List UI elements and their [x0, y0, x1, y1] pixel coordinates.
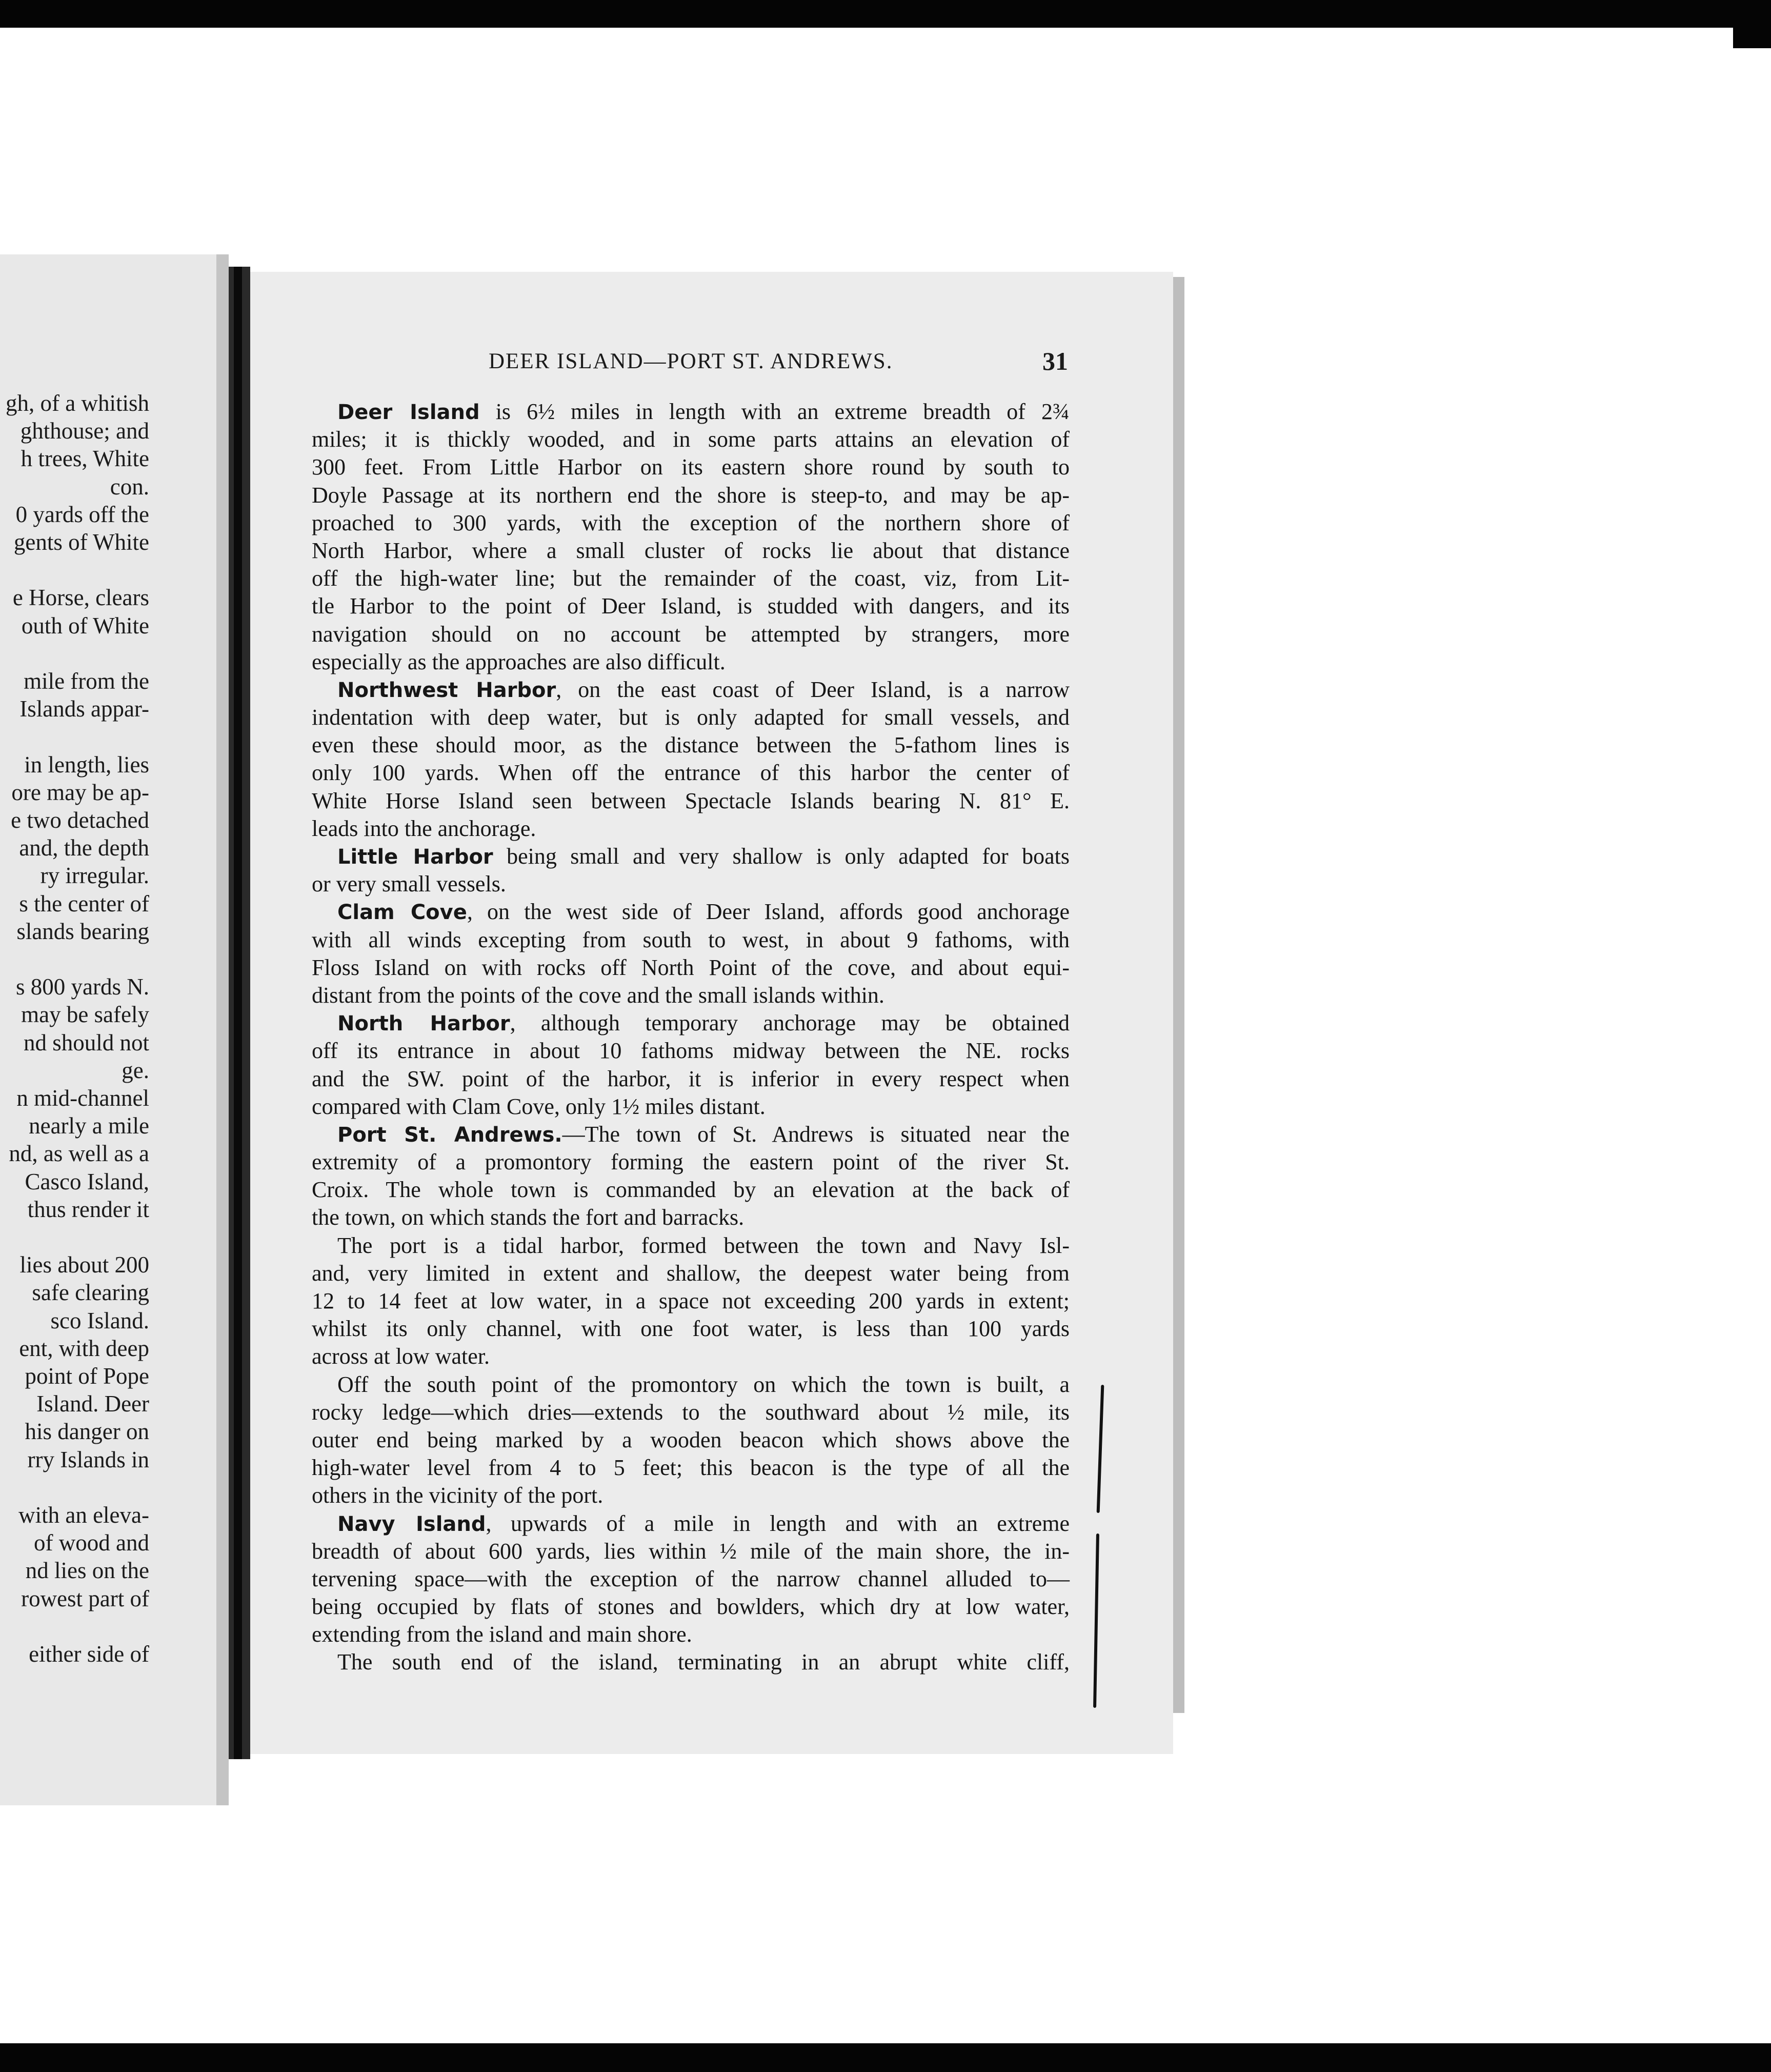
text-line: [312, 982, 1070, 1009]
book-gutter-shadow: [234, 267, 242, 1759]
text-line: [312, 1621, 1070, 1648]
left-page-line: rowest part of: [21, 1585, 149, 1611]
line-text: extending from the island and main shore.: [312, 1622, 692, 1647]
line-text: whilst its only channel, with one foot water, is less than 100 yards: [312, 1316, 1070, 1342]
line-text: Floss Island on with rocks off North Point of the cove, and about equi-: [312, 954, 1070, 980]
line-text: and, very limited in extent and shallow, the deepest water being from: [312, 1260, 1070, 1286]
left-page-line: Casco Island,: [25, 1168, 149, 1194]
scan-border-bottom: [0, 2043, 1771, 2072]
line-text: and the SW. point of the harbor, it is inferior in every respect when: [312, 1066, 1070, 1091]
scan-border-corner: [1733, 28, 1771, 48]
paragraph-heading-line: [312, 1009, 1070, 1037]
left-page-line: either side of: [29, 1641, 149, 1667]
paragraph-heading: Clam Cove: [337, 901, 467, 925]
line-text: —The town of St. Andrews is situated near the: [562, 1121, 1070, 1147]
paragraph-heading: Deer Island: [337, 401, 480, 424]
text-line: [312, 731, 1070, 759]
page-edge: [1173, 277, 1184, 1713]
line-text: 300 feet. From Little Harbor on its eastern shore round by south to: [312, 454, 1070, 480]
text-line: [312, 1426, 1070, 1454]
line-text: , on the east coast of Deer Island, is a narrow: [556, 676, 1070, 702]
line-text: 12 to 14 feet at low water, in a space not exceeding 200 yards in extent;: [312, 1288, 1070, 1313]
line-text: being occupied by flats of stones and bowlders, which dry at low water,: [312, 1594, 1070, 1620]
page-edge-shadow: [216, 254, 229, 1805]
text-line: [312, 426, 1070, 453]
text-line: [312, 1648, 1070, 1676]
left-page-line: h trees, White: [21, 446, 149, 472]
text-line: [312, 1260, 1070, 1287]
line-text: is 6½ miles in length with an extreme breadth of 2¾: [479, 399, 1070, 424]
line-text: leads into the anchorage.: [312, 815, 536, 841]
left-page-line: ent, with deep: [19, 1335, 149, 1361]
line-text: indentation with deep water, but is only adapted for small vessels, and: [312, 705, 1070, 730]
line-text: tle Harbor to the point of Deer Island, is studded with dangers, and its: [312, 593, 1070, 619]
line-text: tervening space—with the exception of the narrow channel alluded to—: [312, 1566, 1070, 1591]
left-page-line: Island. Deer: [36, 1391, 149, 1417]
paragraph-heading: Northwest Harbor: [337, 678, 556, 702]
text-line: [312, 1176, 1070, 1204]
text-line: [312, 621, 1070, 648]
line-text: breadth of about 600 yards, lies within ½ mile of the main shore, the in-: [312, 1538, 1070, 1564]
line-text: outer end being marked by a wooden beacon which shows above the: [312, 1427, 1070, 1452]
line-text: across at low water.: [312, 1344, 490, 1369]
text-line: [312, 815, 1070, 843]
line-text: especially as the approaches are also difficult.: [312, 649, 726, 674]
left-page-line: s the center of: [19, 890, 149, 917]
paragraph-heading-line: [312, 898, 1070, 926]
left-page-line: rry Islands in: [27, 1446, 149, 1472]
line-text: extremity of a promontory forming the eastern point of the river St.: [312, 1149, 1070, 1175]
line-text: Off the south point of the promontory on which the town is built, a: [337, 1371, 1070, 1397]
paragraph-heading: North Harbor: [337, 1012, 510, 1036]
left-page-line: nd, as well as a: [9, 1141, 149, 1167]
left-page-line: ry irregular.: [40, 863, 149, 889]
body-text: [312, 398, 1070, 1677]
line-text: distant from the points of the cove and the small islands within.: [312, 982, 884, 1008]
left-page-line: ghthouse; and: [20, 418, 149, 444]
text-line: [312, 1037, 1070, 1065]
previous-page-fragment: [0, 254, 229, 1805]
line-text: off its entrance in about 10 fathoms midway between the NE. rocks: [312, 1038, 1070, 1064]
line-text: or very small vessels.: [312, 871, 506, 897]
text-line: [312, 1454, 1070, 1482]
left-page-line: e Horse, clears: [12, 585, 149, 611]
line-text: the town, on which stands the fort and barracks.: [312, 1205, 744, 1230]
left-page-line: ore may be ap-: [11, 779, 149, 805]
left-page-line: sco Island.: [50, 1307, 149, 1333]
text-line: [312, 592, 1070, 620]
text-line: [312, 1232, 1070, 1260]
page-number: 31: [1042, 347, 1068, 375]
left-page-line: in length, lies: [24, 751, 149, 778]
left-page-line: gh, of a whitish: [6, 390, 149, 416]
line-text: Croix. The whole town is commanded by an elevation at the back of: [312, 1177, 1070, 1203]
left-page-line: ge.: [122, 1057, 149, 1083]
left-page-line: gents of White: [13, 529, 149, 555]
text-line: [312, 1204, 1070, 1231]
left-page-line: s 800 yards N.: [16, 974, 149, 1000]
text-line: [312, 509, 1070, 537]
line-text: miles; it is thickly wooded, and in some parts attains an elevation of: [312, 427, 1070, 452]
text-line: [312, 1315, 1070, 1343]
paragraph-heading-line: [312, 1510, 1070, 1538]
line-text: North Harbor, where a small cluster of rocks lie about that distance: [312, 537, 1070, 563]
text-line: [312, 1565, 1070, 1593]
left-page-line: outh of White: [21, 612, 149, 639]
line-text: high-water level from 4 to 5 feet; this beacon is the type of all the: [312, 1455, 1070, 1481]
text-line: [312, 1065, 1070, 1093]
text-line: [312, 537, 1070, 565]
left-page-line: thus render it: [27, 1196, 149, 1222]
paragraph-heading-line: [312, 398, 1070, 426]
paragraph-heading-line: [312, 676, 1070, 704]
left-page-line: con.: [110, 473, 149, 500]
line-text: , on the west side of Deer Island, affords good anchorage: [467, 899, 1070, 925]
line-text: The south end of the island, terminating in an abrupt white cliff,: [337, 1649, 1070, 1675]
line-text: off the high-water line; but the remainder of the coast, viz, from Lit-: [312, 566, 1070, 591]
line-text: White Horse Island seen between Spectacle Islands bearing N. 81° E.: [312, 788, 1070, 813]
line-text: being small and very shallow is only adapted for boats: [493, 844, 1070, 869]
left-page-line: nd lies on the: [25, 1558, 149, 1584]
text-line: [312, 1093, 1070, 1121]
text-line: [312, 954, 1070, 982]
line-text: navigation should on no account be attempted by strangers, more: [312, 621, 1070, 647]
text-line: [312, 453, 1070, 481]
line-text: even these should moor, as the distance between the 5-fathom lines is: [312, 732, 1070, 758]
left-page-line: point of Pope: [25, 1363, 149, 1389]
text-line: [312, 870, 1070, 898]
line-text: others in the vicinity of the port.: [312, 1483, 603, 1508]
left-page-line: safe clearing: [32, 1280, 149, 1306]
left-page-line: nd should not: [23, 1029, 149, 1055]
line-text: compared with Clam Cove, only 1½ miles distant.: [312, 1093, 766, 1119]
paragraph-heading: Navy Island: [337, 1512, 486, 1536]
text-line: [312, 482, 1070, 509]
left-page-line: and, the depth: [19, 835, 149, 861]
left-page-line: e two detached: [11, 807, 149, 833]
left-page-line: slands bearing: [16, 918, 149, 944]
line-text: rocky ledge—which dries—extends to the southward about ½ mile, its: [312, 1399, 1070, 1425]
text-line: [312, 926, 1070, 954]
left-page-line: with an eleva-: [18, 1502, 149, 1528]
left-page-line: Islands appar-: [19, 696, 149, 722]
paragraph-heading-line: [312, 1121, 1070, 1148]
left-page-line: may be safely: [21, 1002, 149, 1028]
scan-border-top: [0, 0, 1771, 28]
line-text: with all winds excepting from south to west, in about 9 fathoms, with: [312, 927, 1070, 952]
text-line: [312, 1148, 1070, 1176]
left-page-line: mile from the: [24, 668, 149, 694]
left-page-line: 0 yards off the: [15, 501, 149, 527]
left-page-line: lies about 200: [19, 1252, 149, 1278]
text-line: [312, 648, 1070, 676]
line-text: The port is a tidal harbor, formed between the town and Navy Isl-: [337, 1232, 1070, 1258]
text-line: [312, 787, 1070, 815]
line-text: , upwards of a mile in length and with an extreme: [486, 1510, 1070, 1536]
running-head: DEER ISLAND—PORT ST. ANDREWS.: [489, 349, 893, 373]
left-page-line: his danger on: [25, 1419, 149, 1445]
line-text: only 100 yards. When off the entrance of this harbor the center of: [312, 760, 1070, 786]
text-line: [312, 565, 1070, 592]
text-line: [312, 759, 1070, 787]
paragraph-heading: Little Harbor: [337, 845, 493, 869]
line-text: , although temporary anchorage may be obtained: [510, 1010, 1070, 1036]
left-page-line: of wood and: [34, 1530, 149, 1556]
paragraph-heading: Port St. Andrews.: [337, 1123, 562, 1147]
text-line: [312, 1593, 1070, 1621]
line-text: proached to 300 yards, with the exception of the northern shore of: [312, 510, 1070, 535]
line-text: Doyle Passage at its northern end the shore is steep-to, and may be ap-: [312, 482, 1070, 508]
left-page-line: nearly a mile: [29, 1113, 149, 1139]
text-line: [312, 1399, 1070, 1426]
text-line: [312, 1482, 1070, 1509]
text-line: [312, 1287, 1070, 1315]
left-page-line: n mid-channel: [16, 1085, 149, 1111]
text-line: [312, 1371, 1070, 1399]
paragraph-heading-line: [312, 843, 1070, 870]
text-line: [312, 1343, 1070, 1370]
text-line: [312, 704, 1070, 731]
text-line: [312, 1538, 1070, 1565]
book-page: [250, 272, 1173, 1754]
